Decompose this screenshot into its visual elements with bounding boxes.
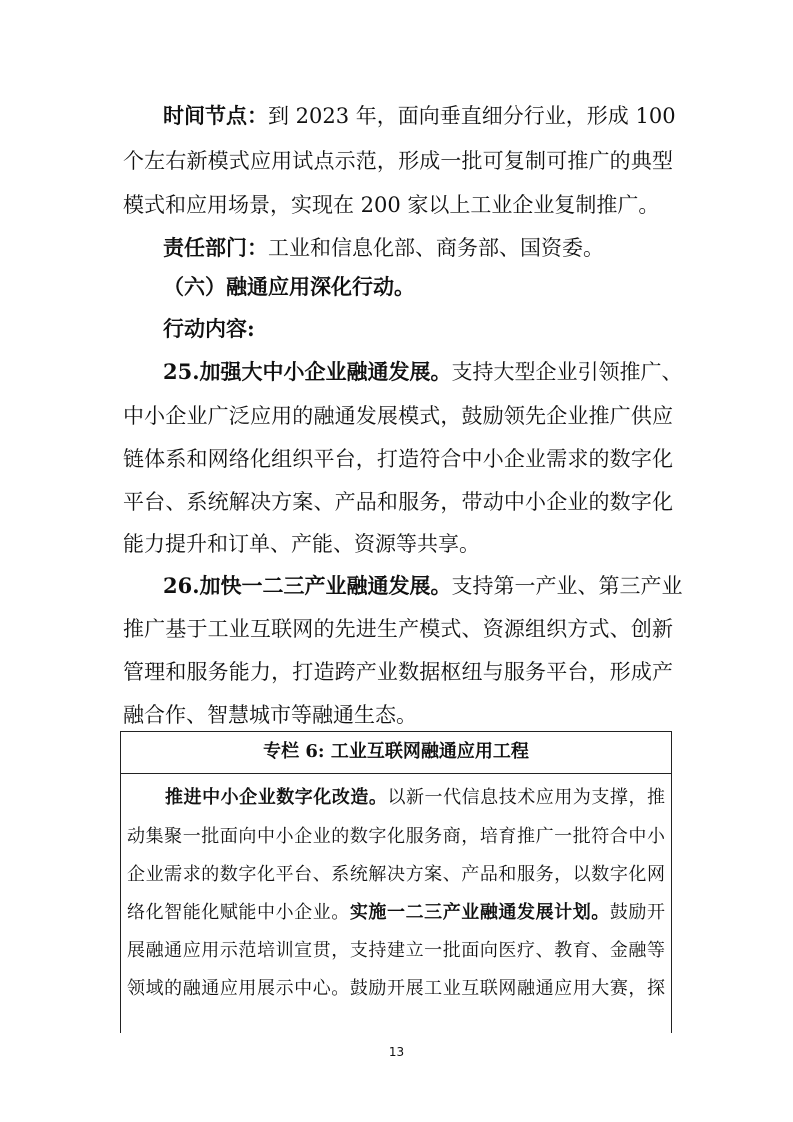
item26-text-1: 支持第一产业、第三产业: [451, 574, 683, 598]
item25-title: 25.加强大中小企业融通发展。: [163, 359, 452, 384]
box-line-5: 展融通应用示范培训宣贯，支持建立一批面向医疗、教育、金融等: [127, 940, 665, 961]
item25-line-4: 平台、系统解决方案、产品和服务，带动中小企业的数字化: [123, 490, 673, 514]
item25-line-1: [163, 357, 683, 387]
time-node-line-2: 个左右新模式应用试点示范，形成一批可复制可推广的典型: [123, 149, 673, 173]
action-content-label: 行动内容:: [163, 316, 255, 341]
time-node-text-1: 到 2023 年，面向垂直细分行业，形成 100: [268, 104, 676, 128]
box-p1-heading: 推进中小企业数字化改造。: [165, 787, 388, 808]
box-l4-text-b: 鼓励开: [609, 902, 666, 923]
item25-text-1: 支持大型企业引领推广、: [451, 360, 683, 384]
box-l4-text-a: 络化智能化赋能中小企业。: [127, 902, 350, 923]
box-p1-text: 以新一代信息技术应用为支撑，推: [387, 787, 666, 808]
item26-line-2: 推广基于工业互联网的先进生产模式、资源组织方式、创新: [123, 617, 673, 641]
item26-line-3: 管理和服务能力，打造跨产业数据枢纽与服务平台，形成产: [123, 660, 673, 684]
section-heading: （六）融通应用深化行动。: [163, 274, 415, 299]
box-p2-heading: 实施一二三产业融通发展计划。: [349, 902, 610, 923]
box-line-6: 领域的融通应用展示中心。鼓励开展工业互联网融通应用大赛，探: [127, 978, 665, 999]
item25-line-5: 能力提升和订单、产能、资源等共享。: [123, 532, 480, 556]
page-number: 13: [388, 1045, 405, 1059]
box-line-4: [127, 900, 665, 926]
item25-line-3: 链体系和网络化组织平台，打造符合中小企业需求的数字化: [123, 447, 673, 471]
responsible-dept-text: 工业和信息化部、商务部、国资委。: [268, 236, 604, 260]
item26-line-4: 融合作、智慧城市等融通生态。: [123, 703, 417, 727]
box-line-2: 动集聚一批面向中小企业的数字化服务商，培育推广一批符合中小: [127, 826, 665, 847]
item26-title: 26.加快一二三产业融通发展。: [163, 573, 452, 598]
box-line-1: [165, 785, 665, 811]
time-node-line-1: [163, 101, 676, 131]
box-line-3: 企业需求的数字化平台、系统解决方案、产品和服务，以数字化网: [127, 864, 665, 885]
time-node-line-3: 模式和应用场景，实现在 200 家以上工业企业复制推广。: [123, 193, 660, 217]
item26-line-1: [163, 571, 683, 601]
column-box: [120, 731, 672, 1033]
item25-line-2: 中小企业广泛应用的融通发展模式，鼓励领先企业推广供应: [123, 404, 673, 428]
responsible-dept-label: 责任部门：: [163, 235, 268, 260]
time-node-label: 时间节点：: [163, 103, 268, 128]
column-box-title: 专栏 6: 工业互联网融通应用工程: [121, 732, 671, 774]
responsible-dept-line: [163, 233, 604, 263]
